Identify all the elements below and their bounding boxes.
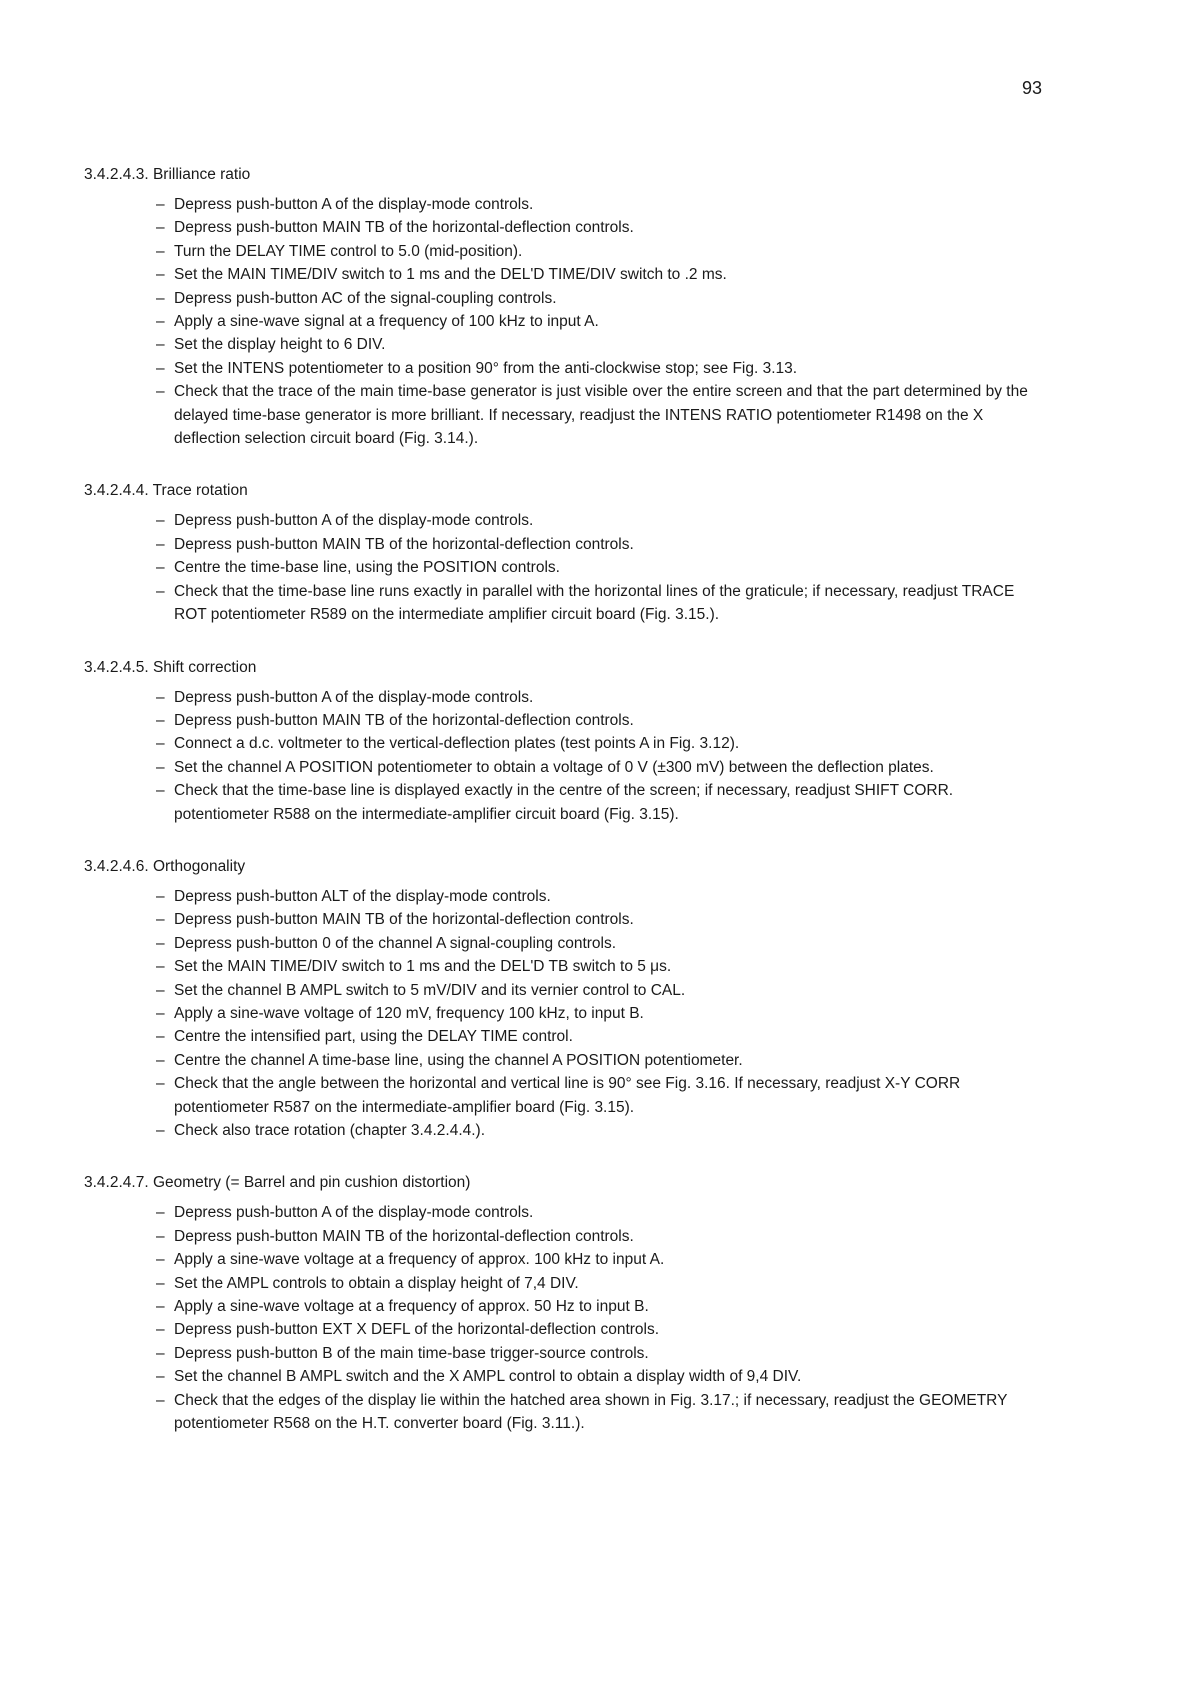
step-item: – Check that the edges of the display lie within the hatched area shown in Fig. 3.17.; if necessary, readjust the GEOMETRY potentiometer R568 on the H.T. converter board (Fig. 3.11.).: [156, 1389, 1044, 1436]
section-orthogonality: [84, 855, 1044, 1142]
step-item: – Centre the time-base line, using the POSITION controls.: [156, 556, 1044, 579]
step-item: – Check that the trace of the main time-base generator is just visible over the entire screen and that the part determined by the delayed time-base generator is more brilliant. If necessary, readjust the INTENS RATIO potentiometer R1498 on the X deflection selection circuit board (Fig. 3.14.).: [156, 380, 1044, 450]
step-item: – Depress push-button EXT X DEFL of the horizontal-deflection controls.: [156, 1318, 1044, 1341]
step-list: [84, 1201, 1044, 1435]
step-item: – Depress push-button MAIN TB of the horizontal-deflection controls.: [156, 1225, 1044, 1248]
step-item: – Centre the channel A time-base line, using the channel A POSITION potentiometer.: [156, 1049, 1044, 1072]
step-item: – Depress push-button A of the display-mode controls.: [156, 509, 1044, 532]
step-item: – Set the display height to 6 DIV.: [156, 333, 1044, 356]
step-item: – Set the channel A POSITION potentiometer to obtain a voltage of 0 V (±300 mV) between the deflection plates.: [156, 756, 1044, 779]
section-geometry: [84, 1171, 1044, 1435]
document-body: [84, 163, 1044, 1464]
step-item: – Depress push-button A of the display-mode controls.: [156, 193, 1044, 216]
section-title: 3.4.2.4.6. Orthogonality: [84, 857, 246, 875]
step-item: – Connect a d.c. voltmeter to the vertical-deflection plates (test points A in Fig. 3.12).: [156, 732, 1044, 755]
section-title: 3.4.2.4.7. Geometry (= Barrel and pin cushion distortion): [84, 1174, 471, 1192]
step-list: [84, 509, 1044, 626]
step-item: – Depress push-button ALT of the display-mode controls.: [156, 885, 1044, 908]
step-item: – Apply a sine-wave voltage of 120 mV, frequency 100 kHz, to input B.: [156, 1002, 1044, 1025]
step-list: [84, 885, 1044, 1142]
step-item: – Check also trace rotation (chapter 3.4.2.4.4.).: [156, 1119, 1044, 1142]
step-item: – Set the AMPL controls to obtain a display height of 7,4 DIV.: [156, 1272, 1044, 1295]
step-item: – Set the channel B AMPL switch and the X AMPL control to obtain a display width of 9,4 DIV.: [156, 1365, 1044, 1388]
step-item: – Depress push-button A of the display-mode controls.: [156, 686, 1044, 709]
step-item: – Depress push-button MAIN TB of the horizontal-deflection controls.: [156, 533, 1044, 556]
section-shift-correction: [84, 656, 1044, 826]
section-title: 3.4.2.4.4. Trace rotation: [84, 482, 248, 500]
step-item: – Check that the time-base line runs exactly in parallel with the horizontal lines of the graticule; if necessary, readjust TRACE ROT potentiometer R589 on the intermediate amplifier circuit board (Fig. 3.15.).: [156, 580, 1044, 627]
step-item: – Depress push-button MAIN TB of the horizontal-deflection controls.: [156, 908, 1044, 931]
step-item: – Check that the time-base line is displayed exactly in the centre of the screen; if necessary, readjust SHIFT CORR. potentiometer R588 on the intermediate-amplifier circuit board (Fig. 3.15).: [156, 779, 1044, 826]
step-item: – Apply a sine-wave voltage at a frequency of approx. 100 kHz to input A.: [156, 1248, 1044, 1271]
step-item: – Depress push-button AC of the signal-coupling controls.: [156, 287, 1044, 310]
section-brilliance-ratio: [84, 163, 1044, 450]
step-item: – Set the channel B AMPL switch to 5 mV/DIV and its vernier control to CAL.: [156, 979, 1044, 1002]
step-item: – Depress push-button 0 of the channel A signal-coupling controls.: [156, 932, 1044, 955]
step-item: – Depress push-button B of the main time-base trigger-source controls.: [156, 1342, 1044, 1365]
step-list: [84, 193, 1044, 450]
step-list: [84, 686, 1044, 826]
step-item: – Check that the angle between the horizontal and vertical line is 90° see Fig. 3.16. If necessary, readjust X-Y CORR potentiometer R587 on the intermediate-amplifier board (Fig. 3.15).: [156, 1072, 1044, 1119]
step-item: – Centre the intensified part, using the DELAY TIME control.: [156, 1025, 1044, 1048]
page-number: 93: [1021, 78, 1042, 98]
section-title: 3.4.2.4.3. Brilliance ratio: [84, 166, 251, 183]
step-item: – Depress push-button A of the display-mode controls.: [156, 1201, 1044, 1224]
step-item: – Depress push-button MAIN TB of the horizontal-deflection controls.: [156, 709, 1044, 732]
section-title: 3.4.2.4.5. Shift correction: [84, 658, 257, 676]
step-item: – Apply a sine-wave voltage at a frequency of approx. 50 Hz to input B.: [156, 1295, 1044, 1318]
step-item: – Apply a sine-wave signal at a frequency of 100 kHz to input A.: [156, 310, 1044, 333]
step-item: – Set the MAIN TIME/DIV switch to 1 ms and the DEL'D TIME/DIV switch to .2 ms.: [156, 263, 1044, 286]
step-item: – Depress push-button MAIN TB of the horizontal-deflection controls.: [156, 216, 1044, 239]
step-item: – Turn the DELAY TIME control to 5.0 (mid-position).: [156, 240, 1044, 263]
step-item: – Set the INTENS potentiometer to a position 90° from the anti-clockwise stop; see Fig. 3.13.: [156, 357, 1044, 380]
step-item: – Set the MAIN TIME/DIV switch to 1 ms and the DEL'D TB switch to 5 μs.: [156, 955, 1044, 978]
section-trace-rotation: [84, 479, 1044, 626]
